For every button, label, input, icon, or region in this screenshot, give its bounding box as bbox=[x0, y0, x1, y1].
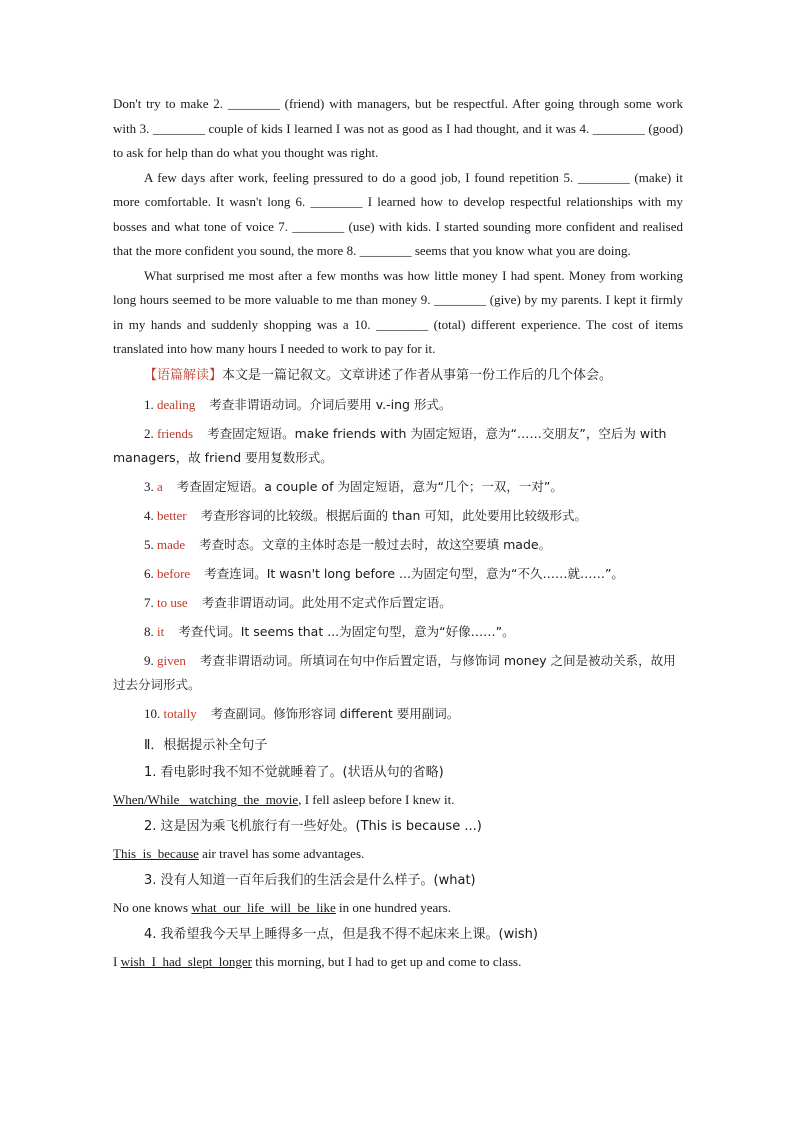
sentence-answer-2 bbox=[113, 840, 683, 867]
answer-item-9 bbox=[113, 649, 683, 697]
answer-word: to use bbox=[157, 594, 188, 610]
answer-word: given bbox=[157, 652, 186, 668]
sentence-answer-4 bbox=[113, 948, 683, 975]
answer-fill: This_is_because bbox=[113, 845, 199, 861]
answer-word: dealing bbox=[157, 396, 196, 412]
answer-word: friends bbox=[157, 425, 194, 441]
sentence-answer-1 bbox=[113, 786, 683, 813]
answer-number: 9. bbox=[144, 652, 154, 668]
analysis-label: 【语篇解读】 bbox=[144, 367, 223, 383]
answer-explanation: 考查非谓语动词。所填词在句中作后置定语，与修饰词 money 之间是被动关系，故用过去分词形式。 bbox=[113, 652, 676, 692]
answer-prefix: No one knows bbox=[113, 899, 192, 915]
answer-list bbox=[113, 364, 683, 726]
discourse-analysis bbox=[144, 364, 683, 388]
answer-item-6 bbox=[144, 562, 683, 586]
answer-item-1 bbox=[144, 393, 683, 417]
answer-word: better bbox=[157, 507, 187, 523]
answer-number: 10. bbox=[144, 705, 161, 721]
answer-explanation: 考查代词。It seems that ...为固定句型，意为“好像……”。 bbox=[178, 623, 515, 639]
answer-item-10 bbox=[144, 702, 683, 726]
answer-item-3 bbox=[144, 475, 683, 499]
answer-number: 8. bbox=[144, 623, 154, 639]
analysis-text: 本文是一篇记叙文。文章讲述了作者从事第一份工作后的几个体会。 bbox=[222, 367, 613, 383]
section-2-title: Ⅱ．根据提示补全句子 bbox=[144, 737, 268, 753]
answer-explanation: 考查固定短语。a couple of 为固定短语，意为“几个；一双，一对”。 bbox=[176, 478, 563, 494]
answer-word: totally bbox=[163, 705, 197, 721]
answer-explanation: 考查连词。It wasn't long before ...为固定句型，意为“不久……就……”。 bbox=[204, 565, 624, 581]
answer-fill: wish_I_had_slept_longer bbox=[120, 953, 253, 969]
sentence-prompt-3: 3. 没有人知道一百年后我们的生活会是什么样子。(what) bbox=[144, 872, 476, 888]
answer-number: 2. bbox=[144, 425, 154, 441]
passage-paragraph-1: Don't try to make 2. ________ (friend) with managers, but be respectful. After going through some work with 3. ________ couple of kids I learned I was not as good as I had thought, and it was 4. ________ (good) to ask for help than do what you thought was right. bbox=[113, 96, 683, 160]
answer-explanation: 考查形容词的比较级。根据后面的 than 可知，此处要用比较级形式。 bbox=[200, 507, 587, 523]
answer-suffix: air travel has some advantages. bbox=[198, 845, 365, 861]
answer-suffix: I fell asleep before I knew it. bbox=[301, 791, 455, 807]
section-2 bbox=[113, 732, 683, 975]
answer-item-7 bbox=[144, 591, 683, 615]
answer-item-2 bbox=[113, 422, 683, 470]
sentence-prompt-2: 2. 这是因为乘飞机旅行有一些好处。(This is because ...) bbox=[144, 818, 482, 834]
answer-fill: When/While_ watching_the_movie, bbox=[113, 791, 302, 807]
answer-number: 6. bbox=[144, 565, 154, 581]
answer-word: it bbox=[157, 623, 165, 639]
answer-item-8 bbox=[144, 620, 683, 644]
answer-explanation: 考查非谓语动词。此处用不定式作后置定语。 bbox=[201, 594, 452, 610]
answer-item-5 bbox=[144, 533, 683, 557]
sentence-prompt-1: 1. 看电影时我不知不觉就睡着了。(状语从句的省略) bbox=[144, 764, 444, 780]
sentence-answer-3 bbox=[113, 894, 683, 921]
answer-word: made bbox=[157, 536, 186, 552]
answer-suffix: in one hundred years. bbox=[335, 899, 451, 915]
answer-item-4 bbox=[144, 504, 683, 528]
answer-number: 1. bbox=[144, 396, 154, 412]
passage bbox=[113, 92, 683, 362]
answer-prefix: I bbox=[113, 953, 121, 969]
answer-number: 3. bbox=[144, 478, 154, 494]
sentence-prompt-4: 4. 我希望我今天早上睡得多一点，但是我不得不起床来上课。(wish) bbox=[144, 926, 538, 942]
answer-fill: what_our_life_will_be_like bbox=[191, 899, 336, 915]
passage-paragraph-3: What surprised me most after a few months was how little money I had spent. Money from working long hours seemed to be more valuable to me than money 9. ________ (give) by my parents. I kept it firmly in my hands and suddenly shopping was a 10. ________ (total) different experience. The cost of items translated into how many hours I needed to work to pay for it. bbox=[113, 267, 683, 356]
answer-number: 4. bbox=[144, 507, 154, 523]
answer-suffix: this morning, but I had to get up and come to class. bbox=[252, 953, 522, 969]
answer-explanation: 考查时态。文章的主体时态是一般过去时，故这空要填 made。 bbox=[199, 536, 552, 552]
answer-number: 7. bbox=[144, 594, 154, 610]
answer-number: 5. bbox=[144, 536, 154, 552]
passage-paragraph-2: A few days after work, feeling pressured to do a good job, I found repetition 5. ________ (make) it more comfortable. It wasn't long 6. ________ I learned how to develop respectful relationships with my bosses and what tone of voice 7. ________ (use) with kids. I started sounding more confident and realised that the more confident you sound, the more 8. ________ seems that you know what you are doing. bbox=[113, 169, 683, 258]
document-page bbox=[113, 92, 683, 975]
answer-explanation: 考查副词。修饰形容词 different 要用副词。 bbox=[210, 705, 460, 721]
answer-explanation: 考查固定短语。make friends with 为固定短语，意为“……交朋友”，空后为 with managers，故 friend 要用复数形式。 bbox=[113, 425, 667, 465]
answer-explanation: 考查非谓语动词。介词后要用 v.-ing 形式。 bbox=[209, 396, 452, 412]
answer-word: before bbox=[157, 565, 191, 581]
answer-word: a bbox=[157, 478, 163, 494]
